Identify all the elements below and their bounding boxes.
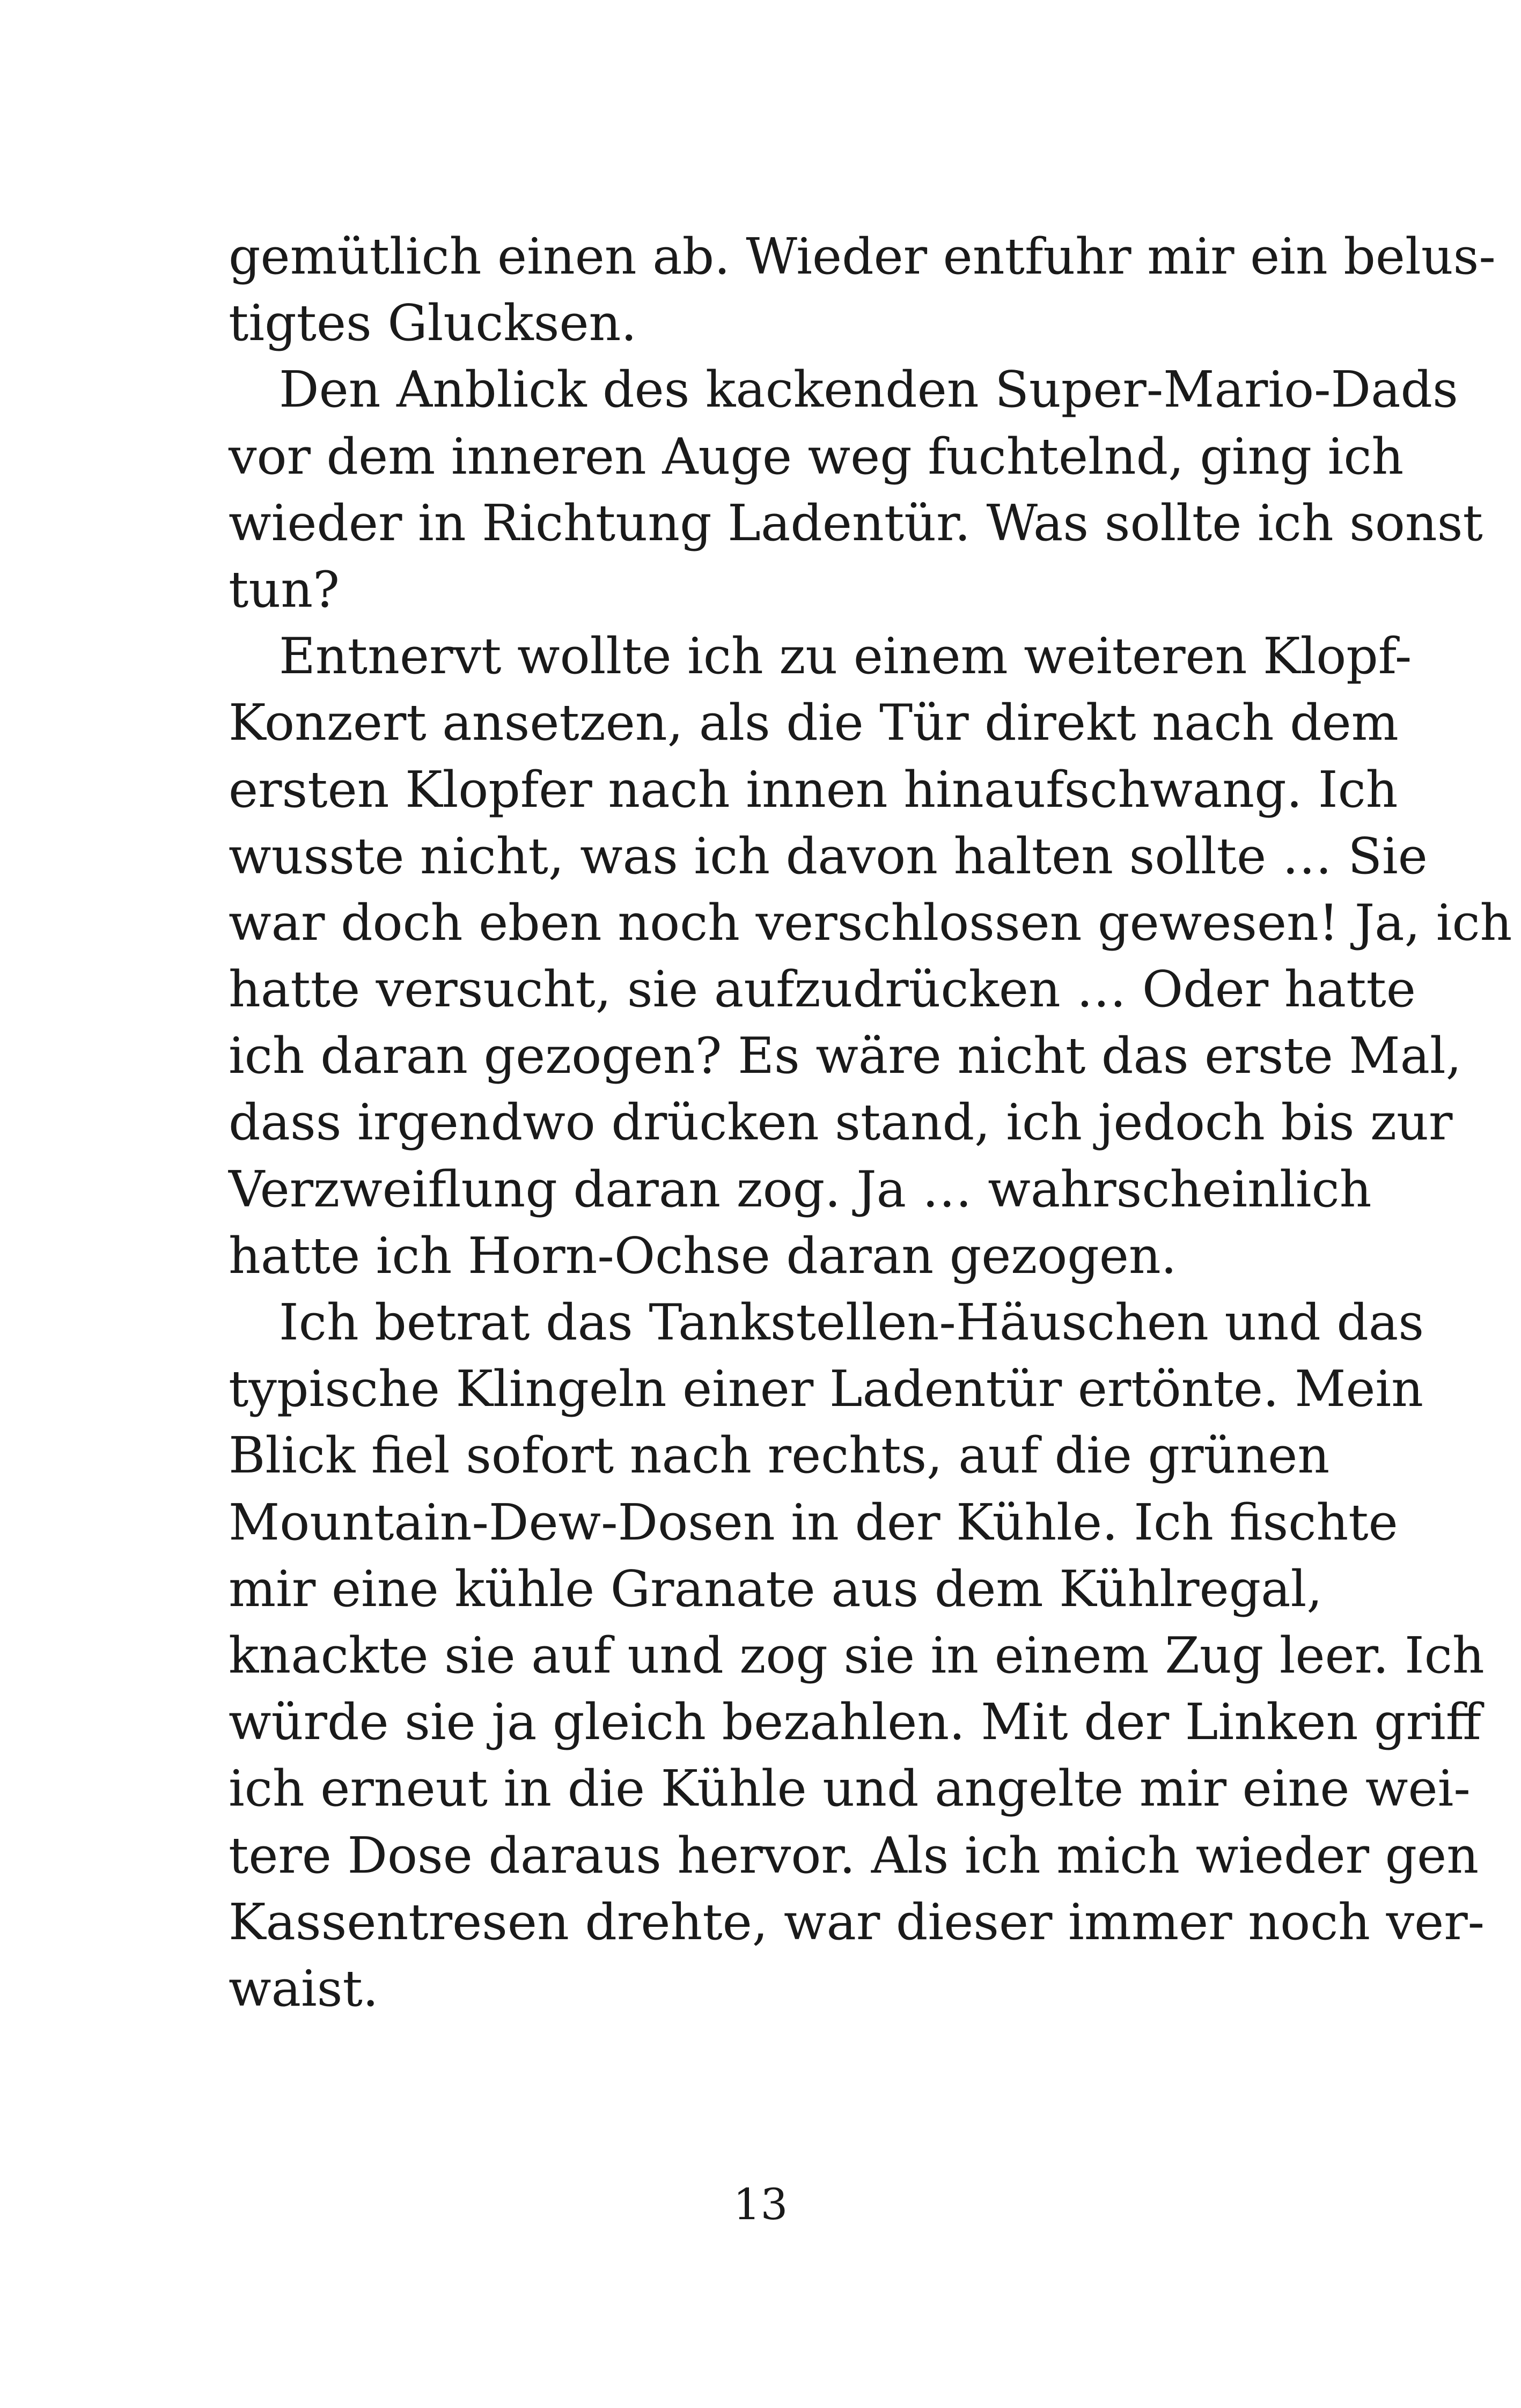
text-line: dass irgendwo drücken stand, ich jedoch bis zur xyxy=(229,1093,1453,1152)
text-line: wusste nicht, was ich davon halten sollte … Sie xyxy=(229,827,1428,885)
text-line: mir eine kühle Granate aus dem Kühlregal, xyxy=(229,1559,1322,1618)
text-line: gemütlich einen ab. Wieder entfuhr mir ein belus- xyxy=(229,227,1496,285)
text-line: wieder in Richtung Ladentür. Was sollte ich sonst xyxy=(229,494,1483,552)
text-line: hatte ich Horn-Ochse daran gezogen. xyxy=(229,1226,1177,1285)
text-line: Ich betrat das Tankstellen-Häuschen und das xyxy=(279,1293,1424,1351)
text-line: war doch eben noch verschlossen gewesen! Ja, ich xyxy=(229,893,1512,952)
text-line: würde sie ja gleich bezahlen. Mit der Linken griff xyxy=(229,1693,1481,1751)
text-line: Entnervt wollte ich zu einem weiteren Klopf- xyxy=(279,627,1412,686)
text-line: ersten Klopfer nach innen hinaufschwang. Ich xyxy=(229,760,1398,819)
text-line: typische Klingeln einer Ladentür ertönte. Mein xyxy=(229,1360,1424,1418)
body-text xyxy=(229,223,1512,2022)
text-line: Konzert ansetzen, als die Tür direkt nach dem xyxy=(229,694,1399,752)
text-line: knackte sie auf und zog sie in einem Zug leer. Ich xyxy=(229,1626,1485,1684)
text-line: tigtes Glucksen. xyxy=(229,294,637,352)
text-line: Kassentresen drehte, war dieser immer noch ver- xyxy=(229,1892,1485,1951)
text-line: ich daran gezogen? Es wäre nicht das erste Mal, xyxy=(229,1027,1462,1085)
text-line: ich erneut in die Kühle und angelte mir eine wei- xyxy=(229,1759,1471,1818)
text-line: tere Dose daraus hervor. Als ich mich wieder gen xyxy=(229,1826,1479,1884)
text-line: Den Anblick des kackenden Super-Mario-Dads xyxy=(279,360,1458,419)
text-line: hatte versucht, sie aufzudrücken … Oder hatte xyxy=(229,960,1416,1019)
text-line: vor dem inneren Auge weg fuchtelnd, ging ich xyxy=(229,427,1404,485)
text-line: Blick fiel sofort nach rechts, auf die grünen xyxy=(229,1426,1330,1485)
text-line: waist. xyxy=(229,1959,379,2017)
text-line: tun? xyxy=(229,560,340,618)
text-line: Mountain-Dew-Dosen in der Kühle. Ich fischte xyxy=(229,1493,1398,1551)
text-line: Verzweiflung daran zog. Ja … wahrscheinlich xyxy=(229,1160,1372,1218)
page-number: 13 xyxy=(733,2179,788,2229)
